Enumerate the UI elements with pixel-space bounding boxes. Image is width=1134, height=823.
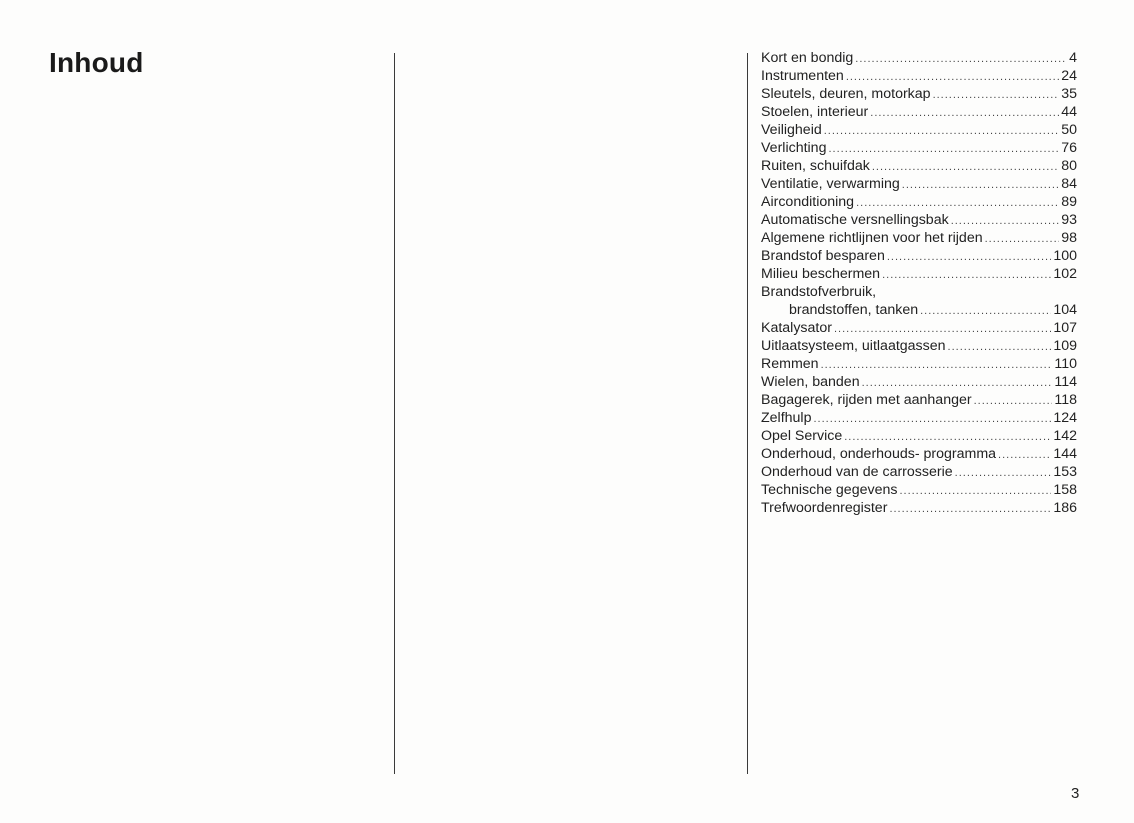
toc-entry — [761, 427, 1077, 445]
toc-entry-page: 110 — [1054, 356, 1077, 372]
page-title: Inhoud — [49, 47, 144, 78]
toc-entry — [761, 337, 1077, 355]
toc-entry-page: 89 — [1061, 194, 1077, 210]
toc-entry-page: 144 — [1053, 446, 1077, 462]
toc-entry-label: Onderhoud van de carrosserie — [761, 464, 953, 480]
dot-leader — [846, 68, 1059, 86]
toc-entry — [761, 409, 1077, 427]
toc-entry-label: Remmen — [761, 356, 819, 372]
toc-entry — [761, 463, 1077, 481]
dot-leader — [834, 320, 1051, 338]
toc-entry-page: 93 — [1061, 212, 1077, 228]
toc-entry-page: 142 — [1053, 428, 1077, 444]
toc-entry-label: Katalysator — [761, 320, 832, 336]
toc-entry — [761, 229, 1077, 247]
toc-entry-page: 35 — [1061, 86, 1077, 102]
column-divider-right — [747, 53, 748, 774]
toc-entry-label: Algemene richtlijnen voor het rijden — [761, 230, 983, 246]
toc-entry-label: Kort en bondig — [761, 50, 854, 66]
table-of-contents — [761, 49, 1077, 517]
toc-entry — [761, 175, 1077, 193]
dot-leader — [813, 410, 1051, 428]
dot-leader — [899, 482, 1051, 500]
toc-entry — [761, 445, 1077, 463]
toc-entry-label: Airconditioning — [761, 194, 855, 210]
dot-leader — [855, 50, 1067, 68]
dot-leader — [882, 266, 1051, 284]
toc-entry-label: Ruiten, schuifdak — [761, 158, 870, 174]
dot-leader — [948, 338, 1052, 356]
dot-leader — [844, 428, 1051, 446]
toc-entry-page: 118 — [1054, 392, 1077, 408]
toc-entry-label: Opel Service — [761, 428, 843, 444]
toc-entry — [761, 499, 1077, 517]
toc-entry-page: 124 — [1053, 410, 1077, 426]
dot-leader — [951, 212, 1060, 230]
toc-entry-label: Sleutels, deuren, motorkap — [761, 86, 931, 102]
toc-entry-page: 44 — [1061, 104, 1077, 120]
dot-leader — [933, 86, 1060, 104]
toc-entry-heading: Brandstofverbruik, — [761, 284, 877, 300]
toc-entry-page: 50 — [1061, 122, 1077, 138]
dot-leader — [889, 500, 1051, 518]
dot-leader — [872, 158, 1059, 176]
dot-leader — [974, 392, 1053, 410]
dot-leader — [856, 194, 1059, 212]
toc-entry-page: 84 — [1061, 176, 1077, 192]
toc-entry-page: 100 — [1053, 248, 1077, 264]
toc-entry-page: 24 — [1061, 68, 1077, 84]
toc-entry — [761, 85, 1077, 103]
toc-entry — [761, 301, 1077, 319]
column-divider-left — [394, 53, 395, 774]
toc-entry — [761, 355, 1077, 373]
dot-leader — [887, 248, 1051, 266]
toc-entry-label: Brandstof besparen — [761, 248, 885, 264]
toc-entry-label: Trefwoordenregister — [761, 500, 888, 516]
dot-leader — [824, 122, 1059, 140]
toc-entry-label: Wielen, banden — [761, 374, 860, 390]
toc-entry — [761, 481, 1077, 499]
toc-entry — [761, 391, 1077, 409]
toc-entry-page: 76 — [1061, 140, 1077, 156]
toc-entry — [761, 373, 1077, 391]
toc-entry-label: Milieu beschermen — [761, 266, 881, 282]
toc-entry-page: 104 — [1053, 302, 1077, 318]
toc-entry-page: 80 — [1061, 158, 1077, 174]
toc-entry-label: Automatische versnellingsbak — [761, 212, 949, 228]
dot-leader — [920, 302, 1051, 320]
toc-entry-label: Ventilatie, verwarming — [761, 176, 900, 192]
toc-entry — [761, 103, 1077, 121]
toc-entry — [761, 265, 1077, 283]
toc-entry-page: 186 — [1053, 500, 1077, 516]
dot-leader — [821, 356, 1053, 374]
toc-entry — [761, 139, 1077, 157]
toc-entry-label: Technische gegevens — [761, 482, 898, 498]
toc-entry-page: 158 — [1053, 482, 1077, 498]
dot-leader — [862, 374, 1053, 392]
dot-leader — [998, 446, 1051, 464]
toc-entry-page: 102 — [1053, 266, 1077, 282]
toc-entry — [761, 49, 1077, 67]
toc-entry-page: 153 — [1053, 464, 1077, 480]
toc-entry-label: Bagagerek, rijden met aanhanger — [761, 392, 972, 408]
page-number: 3 — [1071, 785, 1080, 802]
toc-entry-label: Uitlaatsysteem, uitlaatgassen — [761, 338, 946, 354]
toc-entry-label: Instrumenten — [761, 68, 844, 84]
dot-leader — [902, 176, 1059, 194]
toc-entry-label: Onderhoud, onderhouds- programma — [761, 446, 997, 462]
toc-entry — [761, 67, 1077, 85]
toc-entry — [761, 121, 1077, 139]
dot-leader — [985, 230, 1060, 248]
toc-entry-label: Stoelen, interieur — [761, 104, 869, 120]
toc-entry — [761, 319, 1077, 337]
toc-entry-page: 4 — [1069, 50, 1077, 66]
toc-entry-page: 98 — [1061, 230, 1077, 246]
toc-entry — [761, 193, 1077, 211]
toc-entry-page: 109 — [1053, 338, 1077, 354]
toc-entry — [761, 247, 1077, 265]
toc-entry-label: Zelfhulp — [761, 410, 812, 426]
toc-entry — [761, 211, 1077, 229]
dot-leader — [955, 464, 1052, 482]
toc-entry-page: 114 — [1054, 374, 1077, 390]
toc-entry-label: Veiligheid — [761, 122, 822, 138]
toc-entry-page: 107 — [1053, 320, 1077, 336]
toc-entry-label: Verlichting — [761, 140, 827, 156]
dot-leader — [870, 104, 1059, 122]
dot-leader — [828, 140, 1059, 158]
toc-entry-label: brandstoffen, tanken — [789, 302, 919, 318]
toc-entry — [761, 157, 1077, 175]
